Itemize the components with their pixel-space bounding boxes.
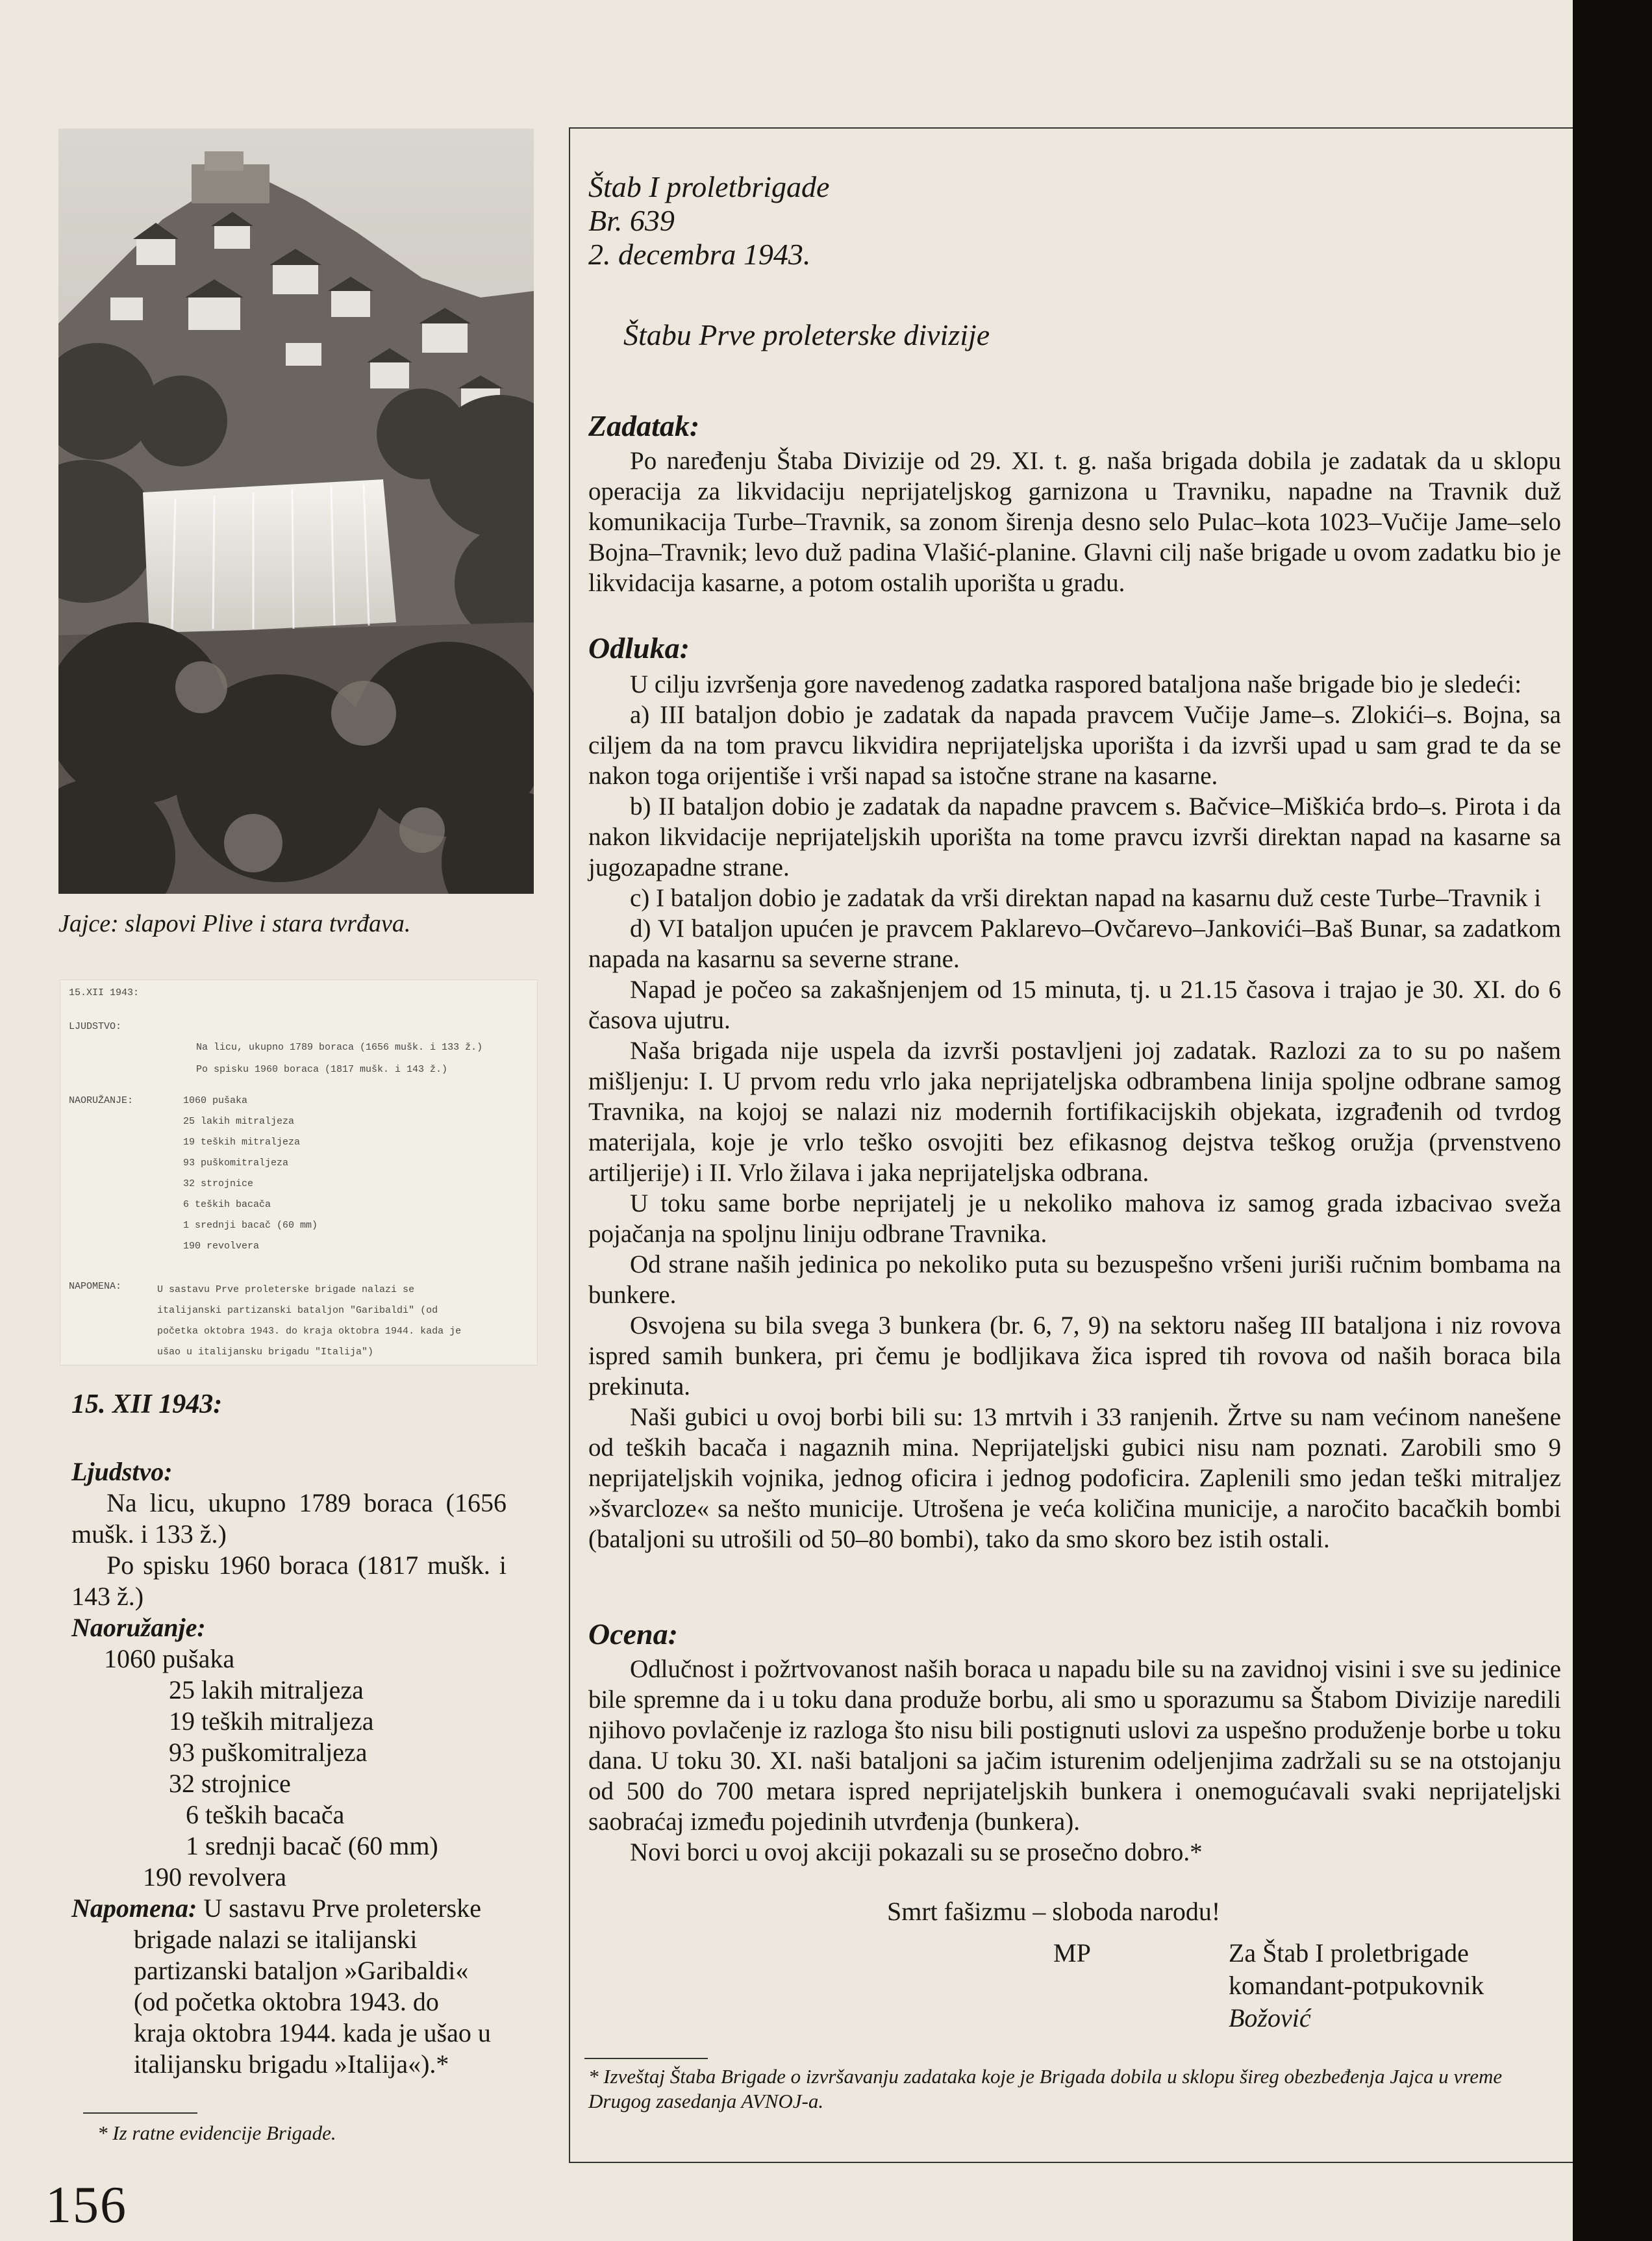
ocena-paragraph: Odlučnost i požrtvovanost naših boraca u napadu bile su na zavidnoj visini i sve su jedinice bile spremne da i u toku dana produže borbu, ali smo u sporazumu sa Štabom Divizije naredili njihovo povlačenje iz razloga što nisu bili postignuti uslovi za uspešno produženje borbe u toku dana. U toku 30. XI. naši bataljoni sa jačim isturenim odeljenjima zadržali su se na otstojanju od 500 do 700 metara ispred neprijateljskih bunkera i onemogućavali svaki neprijateljski saobraćaj između pojedinih utvrđenja (bunkera). (588, 1655, 1561, 1836)
left-footnote-rule (83, 2112, 197, 2114)
left-date: 15. XII 1943: (71, 1389, 223, 1419)
left-arm: 25 lakih mitraljeza (169, 1675, 364, 1704)
ocena-paragraph: Novi borci u ovoj akciji pokazali su se prosečno dobro.* (630, 1838, 1203, 1866)
facsimile-arm: 93 puškomitraljeza (183, 1158, 289, 1169)
left-transcription (71, 1389, 526, 2080)
left-arm: 6 teških bacača (186, 1800, 345, 1829)
signature-name: Božović (1229, 2003, 1311, 2032)
zadatak-text (588, 446, 1561, 598)
left-ljudstvo-label: Ljudstvo: (71, 1457, 173, 1486)
left-arm: 1060 pušaka (104, 1644, 235, 1673)
odluka-paragraph: Naša brigada nije uspela da izvrši postavljeni joj zadatak. Razlozi za to su po našem mišljenju: I. U prvom redu vrlo jaka neprijateljska odbrambena linija spoljne odbrane samog Travnika, na kojoj se nalazi niz modernih fortifikacijskih objekata, izgrađenih od tvrdog materijala, koje je vrlo teško osvojiti bez efikasnog dejstva teškog oružja (prvenstveno artiljerije) i II. Vrlo žilava i jaka neprijateljska odbrana. (588, 1037, 1561, 1187)
zadatak-heading: Zadatak: (588, 409, 700, 442)
left-arm: 32 strojnice (169, 1769, 291, 1798)
odluka-paragraph: Naši gubici u ovoj borbi bili su: 13 mrtvih i 33 ranjenih. Žrtve su nam većinom nanešene od teških bacača i nagaznih mina. Neprijateljski gubici nisu nam poznati. Zarobili smo 9 neprijateljskih vojnika, jednog oficira i jednog podoficira. Zaplenili smo jedan teški mitraljez »švarcloze« sa nešto municije. Utrošena je veća količina municije, a naročito bacačkih bombi (bataljoni su utrošili od 50–80 bombi), tako da smo skoro bez istih ostali. (588, 1403, 1561, 1553)
left-naoruzanje-label: Naoružanje: (71, 1613, 206, 1642)
facsimile-naoruzanje-label: NAORUŽANJE: (69, 1095, 134, 1106)
facsimile-napomena-text: U sastavu Prve proleterske brigade nalazi se italijanski partizanski bataljon "Garibaldi" (od početka oktobra 1943. do kraja oktobra 1944. kada je ušao u italijansku brigadu "Italija") (157, 1284, 462, 1358)
slogan: Smrt fašizmu – sloboda narodu! (887, 1897, 1221, 1926)
odluka-paragraph: Napad je počeo sa zakašnjenjem od 15 minuta, tj. u 21.15 časova i trajao je 30. XI. do 6 časova ujutru. (588, 976, 1561, 1034)
right-footnote-rule (584, 2058, 708, 2059)
addressee: Štabu Prve proleterske divizije (623, 318, 990, 351)
signature-line: komandant-potpukovnik (1229, 1971, 1484, 2000)
left-arm: 19 teških mitraljeza (169, 1706, 374, 1736)
left-footnote: * Iz ratne evidencije Brigade. (97, 2121, 336, 2144)
odluka-paragraph: b) II bataljon dobio je zadatak da napadne pravcem s. Bačvice–Miškića brdo–s. Pirota i da nakon likvidacije neprijateljskih uporišta na tome pravcu izvrši direktan napad na kasarne sa jugozapadne strane. (588, 792, 1561, 881)
facsimile-date: 15.XII 1943: (69, 987, 140, 998)
facsimile-arm: 19 teških mitraljeza (183, 1137, 301, 1148)
facsimile-line: Na licu, ukupno 1789 boraca (1656 mušk. i 133 ž.) (196, 1042, 483, 1053)
header-line: 2. decembra 1943. (588, 238, 811, 271)
ocena-heading: Ocena: (588, 1617, 678, 1651)
left-ljudstvo-line: Po spisku 1960 boraca (1817 mušk. i 143 ž.) (71, 1551, 507, 1611)
facsimile-arm: 190 revolvera (183, 1241, 260, 1252)
document-header (588, 170, 829, 272)
left-arm: 1 srednji bacač (60 mm) (186, 1831, 438, 1860)
photo-image (58, 129, 534, 894)
odluka-paragraph: d) VI bataljon upućen je pravcem Paklarevo–Ovčarevo–Jankovići–Baš Bunar, sa zadatkom napada na kasarnu sa severne strane. (588, 915, 1561, 973)
ocena-text (588, 1654, 1561, 1868)
facsimile-ljudstvo-label: LJUDSTVO: (69, 1021, 122, 1032)
odluka-paragraph: a) III bataljon dobio je zadatak da napada pravcem Vučije Jame–s. Zlokići–s. Bojna, sa ciljem da na tom pravcu likvidira neprijateljska uporišta i da izvrši upad u sam grad te da se nakon toga orijentiše i vrši napad sa istočne strane na kasarne. (588, 701, 1561, 790)
odluka-paragraph: Osvojena su bila svega 3 bunkera (br. 6, 7, 9) na sektoru našeg III bataljona i niz rovova ispred samih bunkera, pri čemu je bodljikava žica ispred tih rovova od naših boraca bila prekinuta. (588, 1311, 1561, 1400)
signature-line: Za Štab I proletbrigade (1229, 1938, 1469, 1968)
right-footnote: * Izveštaj Štaba Brigade o izvršavanju zadataka koje je Brigada dobila u sklopu šireg obezbeđenja Jajca u vreme Drugog zasedanja AVNOJ-a. (588, 2065, 1503, 2112)
jajce-waterfall-photo (58, 129, 534, 894)
mp-stamp-mark: MP (1053, 1938, 1091, 1968)
typewritten-facsimile (60, 980, 538, 1365)
facsimile-arm: 1 srednji bacač (60 mm) (183, 1220, 318, 1231)
odluka-paragraph: c) I bataljon dobio je zadatak da vrši direktan napad na kasarnu duž ceste Turbe–Travnik i (630, 884, 1542, 912)
header-line: Br. 639 (588, 204, 675, 237)
left-napomena-text: U sastavu Prve proleterske brigade nalazi se italijanski partizanski bataljon »Garibaldi« (od početka oktobra 1943. do kraja oktobra 1944. kada je ušao u italijansku brigadu »Italija«).* (134, 1893, 491, 2079)
facsimile-arm: 6 teških bacača (183, 1199, 271, 1210)
facsimile-arm: 1060 pušaka (183, 1095, 248, 1106)
odluka-paragraph: Od strane naših jedinica po nekoliko puta su bezuspešno vršeni juriši ručnim bombama na bunkere. (588, 1250, 1561, 1309)
facsimile-line: Po spisku 1960 boraca (1817 mušk. i 143 ž.) (196, 1064, 448, 1075)
odluka-paragraph: U cilju izvršenja gore navedenog zadatka raspored bataljona naše brigade bio je sledeći: (630, 670, 1522, 698)
photo-caption: Jajce: slapovi Plive i stara tvrđava. (58, 910, 411, 937)
odluka-heading: Odluka: (588, 631, 690, 665)
facsimile-arm: 32 strojnice (183, 1178, 254, 1189)
zadatak-paragraph: Po naređenju Štaba Divizije od 29. XI. t. g. naša brigada dobila je zadatak da u sklopu operacija za likvidaciju neprijateljskog garnizona u Travniku, napadne na Travnik duž komunikacija Turbe–Travnik, sa zonom širenja desno selo Pulac–kota 1023–Vučije Jame–selo Bojna–Travnik; levo duž padina Vlašić-planine. Glavni cilj naše brigade u ovom zadatku bio je likvidacija kasarne, a potom ostalih uporišta u gradu. (588, 447, 1561, 597)
facsimile-arm: 25 lakih mitraljeza (183, 1116, 295, 1127)
page-number: 156 (45, 2177, 127, 2234)
facsimile-napomena-label: NAPOMENA: (69, 1281, 122, 1292)
left-arm: 93 puškomitraljeza (169, 1738, 368, 1767)
left-arm: 190 revolvera (143, 1862, 287, 1892)
odluka-text (588, 669, 1561, 1554)
binding-edge (1573, 0, 1652, 2241)
signature-block (1229, 1937, 1484, 2034)
left-ljudstvo-line: Na licu, ukupno 1789 boraca (1656 mušk. i 133 ž.) (71, 1488, 507, 1549)
header-line: Štab I proletbrigade (588, 170, 830, 203)
left-napomena (71, 1893, 526, 2080)
left-napomena-label: Napomena: (71, 1893, 197, 1923)
odluka-paragraph: U toku same borbe neprijatelj je u nekoliko mahova iz samog grada izbacivao sveža pojačanja na spoljnu liniju odbrane Travnika. (588, 1189, 1561, 1248)
